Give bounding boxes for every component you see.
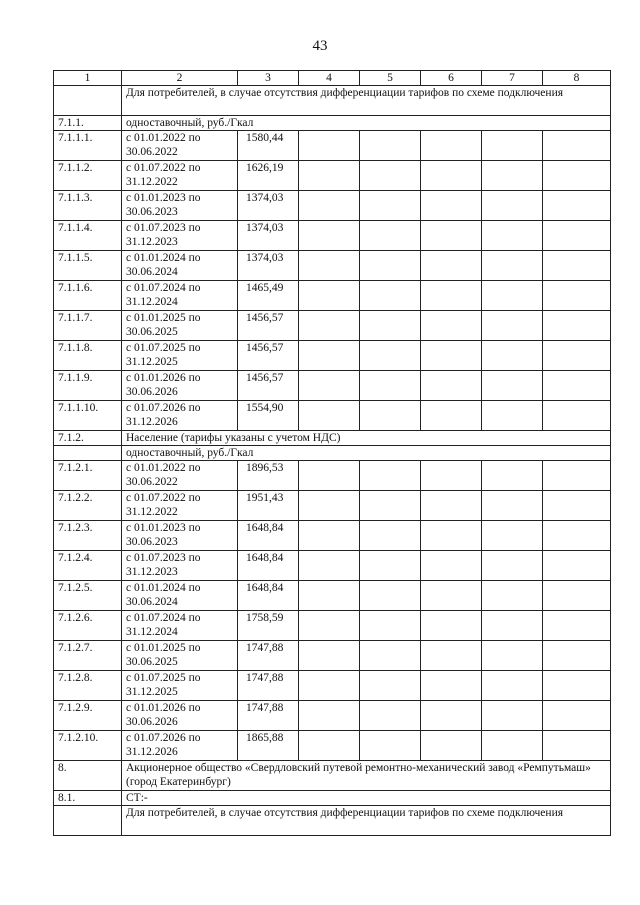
table-row [54,551,611,581]
period-cell: с 01.01.2024 по 30.06.2024 [122,581,238,611]
period-cell: с 01.07.2026 по 31.12.2026 [122,731,238,761]
empty-cell [421,341,482,371]
empty-cell [360,641,421,671]
row-number-cell: 7.1.2.7. [54,641,122,671]
empty-cell [299,191,360,221]
empty-cell [421,701,482,731]
empty-cell [543,341,611,371]
table-row [54,191,611,221]
empty-cell [360,281,421,311]
empty-cell [482,731,543,761]
empty-cell [543,281,611,311]
empty-cell [299,581,360,611]
empty-cell [360,581,421,611]
row-number-cell: 8. [54,761,122,791]
header-cell: 4 [299,71,360,86]
empty-cell [543,161,611,191]
empty-cell [299,671,360,701]
row-number-cell: 7.1.1.9. [54,371,122,401]
empty-cell [360,551,421,581]
empty-cell [482,521,543,551]
empty-cell [482,311,543,341]
header-row [54,71,611,86]
section-row [54,431,611,446]
empty-cell [543,611,611,641]
empty-cell [299,311,360,341]
header-cell: 2 [122,71,238,86]
table-row [54,341,611,371]
period-cell: с 01.01.2023 по 30.06.2023 [122,191,238,221]
empty-cell [482,641,543,671]
empty-cell [299,641,360,671]
empty-cell [543,491,611,521]
empty-cell [543,401,611,431]
period-cell: с 01.01.2025 по 30.06.2025 [122,311,238,341]
section-text-cell: Акционерное общество «Свердловский путевой ремонтно-механический завод «Ремпутьмаш» (город Екатеринбург) [122,761,611,791]
empty-cell [482,221,543,251]
empty-cell [482,251,543,281]
period-cell: с 01.01.2025 по 30.06.2025 [122,641,238,671]
header-cell: 5 [360,71,421,86]
table-row [54,161,611,191]
empty-cell [421,371,482,401]
row-number-cell: 7.1.1. [54,116,122,131]
tariff-value-cell: 1747,88 [238,671,299,701]
empty-cell [482,191,543,221]
table-row [54,221,611,251]
row-number-cell [54,446,122,461]
section-row [54,86,611,116]
empty-cell [543,551,611,581]
empty-cell [543,461,611,491]
empty-cell [299,371,360,401]
empty-cell [421,281,482,311]
empty-cell [360,731,421,761]
row-number-cell: 7.1.1.1. [54,131,122,161]
empty-cell [360,311,421,341]
row-number-cell: 7.1.1.6. [54,281,122,311]
empty-cell [421,401,482,431]
row-number-cell: 7.1.2.4. [54,551,122,581]
period-cell: с 01.07.2025 по 31.12.2025 [122,341,238,371]
empty-cell [360,701,421,731]
period-cell: с 01.07.2024 по 31.12.2024 [122,611,238,641]
table-row [54,281,611,311]
row-number-cell: 7.1.1.4. [54,221,122,251]
tariff-value-cell: 1648,84 [238,521,299,551]
row-number-cell: 7.1.2.3. [54,521,122,551]
empty-cell [299,221,360,251]
header-cell: 8 [543,71,611,86]
row-number-cell: 7.1.2.10. [54,731,122,761]
empty-cell [543,731,611,761]
row-number-cell: 7.1.1.7. [54,311,122,341]
row-number-cell: 8.1. [54,791,122,806]
period-cell: с 01.01.2022 по 30.06.2022 [122,461,238,491]
empty-cell [360,491,421,521]
section-row [54,116,611,131]
empty-cell [543,641,611,671]
tariff-value-cell: 1456,57 [238,341,299,371]
empty-cell [360,611,421,641]
empty-cell [421,521,482,551]
empty-cell [421,671,482,701]
empty-cell [299,161,360,191]
tariff-value-cell: 1456,57 [238,311,299,341]
empty-cell [299,341,360,371]
row-number-cell: 7.1.2.8. [54,671,122,701]
section-row [54,791,611,806]
period-cell: с 01.07.2022 по 31.12.2022 [122,161,238,191]
empty-cell [482,701,543,731]
period-cell: с 01.07.2024 по 31.12.2024 [122,281,238,311]
empty-cell [299,251,360,281]
table-row [54,521,611,551]
empty-cell [543,581,611,611]
tariff-value-cell: 1747,88 [238,641,299,671]
table-row [54,491,611,521]
empty-cell [421,251,482,281]
row-number-cell [54,86,122,116]
empty-cell [360,161,421,191]
period-cell: с 01.07.2022 по 31.12.2022 [122,491,238,521]
table-row [54,401,611,431]
empty-cell [360,371,421,401]
empty-cell [543,521,611,551]
empty-cell [421,581,482,611]
row-number-cell: 7.1.2.2. [54,491,122,521]
period-cell: с 01.07.2026 по 31.12.2026 [122,401,238,431]
period-cell: с 01.01.2024 по 30.06.2024 [122,251,238,281]
section-text-cell: одноставочный, руб./Гкал [122,446,611,461]
empty-cell [543,131,611,161]
empty-cell [299,551,360,581]
empty-cell [360,251,421,281]
tariff-value-cell: 1951,43 [238,491,299,521]
tariff-table [53,70,611,836]
page-number: 43 [312,38,328,54]
row-number-cell [54,806,122,836]
row-number-cell: 7.1.2.6. [54,611,122,641]
empty-cell [299,131,360,161]
empty-cell [543,671,611,701]
empty-cell [543,221,611,251]
tariff-value-cell: 1374,03 [238,251,299,281]
table-row [54,461,611,491]
header-cell: 7 [482,71,543,86]
empty-cell [482,611,543,641]
table-row [54,731,611,761]
empty-cell [482,341,543,371]
empty-cell [360,341,421,371]
empty-cell [299,491,360,521]
empty-cell [360,191,421,221]
section-row [54,806,611,836]
tariff-value-cell: 1465,49 [238,281,299,311]
empty-cell [421,131,482,161]
period-cell: с 01.07.2025 по 31.12.2025 [122,671,238,701]
row-number-cell: 7.1.1.3. [54,191,122,221]
section-text-cell: одноставочный, руб./Гкал [122,116,611,131]
row-number-cell: 7.1.2. [54,431,122,446]
tariff-value-cell: 1626,19 [238,161,299,191]
period-cell: с 01.07.2023 по 31.12.2023 [122,551,238,581]
row-number-cell: 7.1.1.10. [54,401,122,431]
empty-cell [482,131,543,161]
period-cell: с 01.07.2023 по 31.12.2023 [122,221,238,251]
table-row [54,641,611,671]
empty-cell [482,281,543,311]
table-row [54,371,611,401]
empty-cell [299,521,360,551]
empty-cell [482,491,543,521]
empty-cell [421,611,482,641]
row-number-cell: 7.1.1.5. [54,251,122,281]
table-row [54,701,611,731]
tariff-value-cell: 1648,84 [238,551,299,581]
period-cell: с 01.01.2022 по 30.06.2022 [122,131,238,161]
row-number-cell: 7.1.2.5. [54,581,122,611]
tariff-value-cell: 1374,03 [238,221,299,251]
row-number-cell: 7.1.1.8. [54,341,122,371]
empty-cell [421,731,482,761]
empty-cell [482,581,543,611]
empty-cell [543,251,611,281]
section-text-cell: СТ:- [122,791,611,806]
empty-cell [421,551,482,581]
tariff-value-cell: 1456,57 [238,371,299,401]
empty-cell [299,401,360,431]
empty-cell [299,701,360,731]
empty-cell [299,281,360,311]
empty-cell [543,701,611,731]
empty-cell [360,671,421,701]
section-text-cell: Для потребителей, в случае отсутствия дифференциации тарифов по схеме подключения [122,86,611,116]
table-row [54,311,611,341]
empty-cell [421,221,482,251]
tariff-value-cell: 1758,59 [238,611,299,641]
table-row [54,581,611,611]
empty-cell [482,461,543,491]
row-number-cell: 7.1.2.1. [54,461,122,491]
section-text-cell: Для потребителей, в случае отсутствия дифференциации тарифов по схеме подключения [122,806,611,836]
empty-cell [421,491,482,521]
section-row [54,761,611,791]
empty-cell [299,611,360,641]
header-cell: 1 [54,71,122,86]
header-cell: 3 [238,71,299,86]
empty-cell [360,401,421,431]
empty-cell [482,401,543,431]
empty-cell [360,131,421,161]
empty-cell [482,161,543,191]
table-row [54,131,611,161]
empty-cell [421,311,482,341]
row-number-cell: 7.1.2.9. [54,701,122,731]
empty-cell [482,671,543,701]
table-row [54,671,611,701]
empty-cell [421,641,482,671]
empty-cell [543,371,611,401]
section-row [54,446,611,461]
tariff-value-cell: 1648,84 [238,581,299,611]
empty-cell [543,191,611,221]
empty-cell [482,551,543,581]
table-body [54,71,611,836]
row-number-cell: 7.1.1.2. [54,161,122,191]
empty-cell [421,161,482,191]
empty-cell [543,311,611,341]
tariff-value-cell: 1896,53 [238,461,299,491]
period-cell: с 01.01.2026 по 30.06.2026 [122,701,238,731]
tariff-value-cell: 1865,88 [238,731,299,761]
empty-cell [299,461,360,491]
empty-cell [360,461,421,491]
tariff-value-cell: 1554,90 [238,401,299,431]
table-row [54,611,611,641]
empty-cell [421,191,482,221]
tariff-value-cell: 1747,88 [238,701,299,731]
table-row [54,251,611,281]
period-cell: с 01.01.2023 по 30.06.2023 [122,521,238,551]
empty-cell [299,731,360,761]
section-text-cell: Население (тарифы указаны с учетом НДС) [122,431,611,446]
header-cell: 6 [421,71,482,86]
tariff-value-cell: 1374,03 [238,191,299,221]
empty-cell [482,371,543,401]
tariff-value-cell: 1580,44 [238,131,299,161]
empty-cell [421,461,482,491]
period-cell: с 01.01.2026 по 30.06.2026 [122,371,238,401]
empty-cell [360,221,421,251]
empty-cell [360,521,421,551]
